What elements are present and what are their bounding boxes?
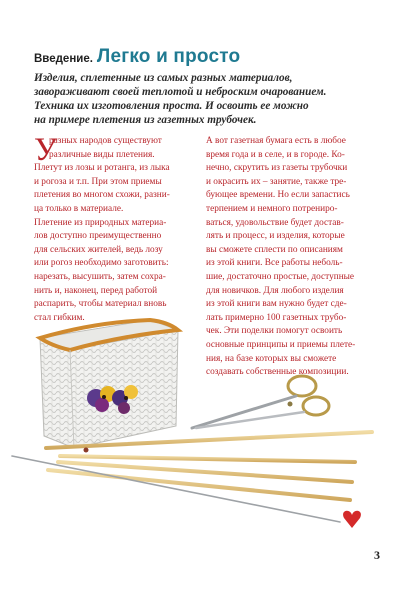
text-line: плетения во многом схожи, разни-	[34, 190, 170, 201]
text-line: нарезать, высушить, затем сохра-	[34, 271, 166, 282]
text-line: Плетение из природных материа-	[34, 217, 167, 228]
text-line: лов доступно преимущественно	[34, 231, 162, 242]
chapter-heading	[34, 46, 394, 68]
text-line: и окрасить их – занятие, также тре-	[206, 176, 347, 187]
text-line: стал гибким.	[34, 312, 85, 323]
page-number: 3	[374, 548, 380, 562]
lead-line: завораживают своей теплотой и неброским очарованием.	[34, 86, 327, 98]
lead-line: на примере плетения из газетных трубочек.	[34, 114, 257, 126]
lead-line: Изделия, сплетенные из самых разных материалов,	[34, 72, 293, 84]
text-line: разных народов существуют	[49, 136, 162, 146]
scissors-image	[192, 376, 329, 428]
text-line: вы сможете сплести по описаниям	[206, 244, 343, 255]
text-line: нечно, скрутить из газеты трубочки	[206, 163, 348, 174]
text-line: создавать собственные композиции.	[206, 367, 349, 378]
text-line: чек. Эти поделки помогут освоить	[206, 326, 343, 337]
text-line: А вот газетная бумага есть в любое	[206, 136, 346, 146]
text-line: распарить, чтобы материал вновь	[34, 299, 167, 310]
text-line: терпением и немного потрениро-	[206, 203, 338, 214]
lead-paragraph	[34, 71, 384, 127]
text-line: различные виды плетения.	[49, 149, 155, 160]
drop-cap: У	[34, 132, 58, 168]
text-line: основные принципы и приемы плете-	[206, 339, 356, 350]
knitting-needle-image	[12, 456, 361, 528]
text-line: ца только в материале.	[34, 203, 124, 214]
lead-line: Техника их изготовления проста. И освоить ее можно	[34, 100, 309, 112]
text-line: шие, достаточно простые, доступные	[206, 271, 355, 282]
text-line: ния, на базе которых вы сможете	[206, 353, 337, 364]
section-label: Введение.	[34, 53, 93, 65]
text-line: из этой книги. Все работы неболь-	[206, 258, 343, 269]
craft-supplies-illustration	[0, 300, 410, 550]
text-line: для сельских жителей, ведь лозу	[34, 244, 163, 255]
text-line: для новичков. Для любого изделия	[206, 285, 344, 296]
page-title: Легко и просто	[96, 46, 241, 67]
left-text-column	[34, 132, 194, 325]
text-line: лать примерно 100 газетных трубо-	[206, 312, 347, 323]
text-line: нить и, наконец, перед работой	[34, 285, 158, 296]
text-line: из этой книги вам нужно будет сде-	[206, 299, 347, 310]
woven-basket-image	[40, 320, 178, 448]
text-line: время года и в селе, и в городе. Ко-	[206, 149, 345, 160]
text-line: бующее времени. Но если запастись	[206, 190, 350, 201]
text-line: ваться, удовольствие будет достав-	[206, 217, 344, 228]
text-line: Плетут из лозы и ротанга, из лыка	[34, 163, 170, 174]
text-line: лять и процесс, и изделия, которые	[206, 231, 345, 242]
text-line: и рогоза и т.п. При этом приемы	[34, 176, 162, 187]
text-line: или рогоз необходимо заготовить:	[34, 258, 169, 269]
